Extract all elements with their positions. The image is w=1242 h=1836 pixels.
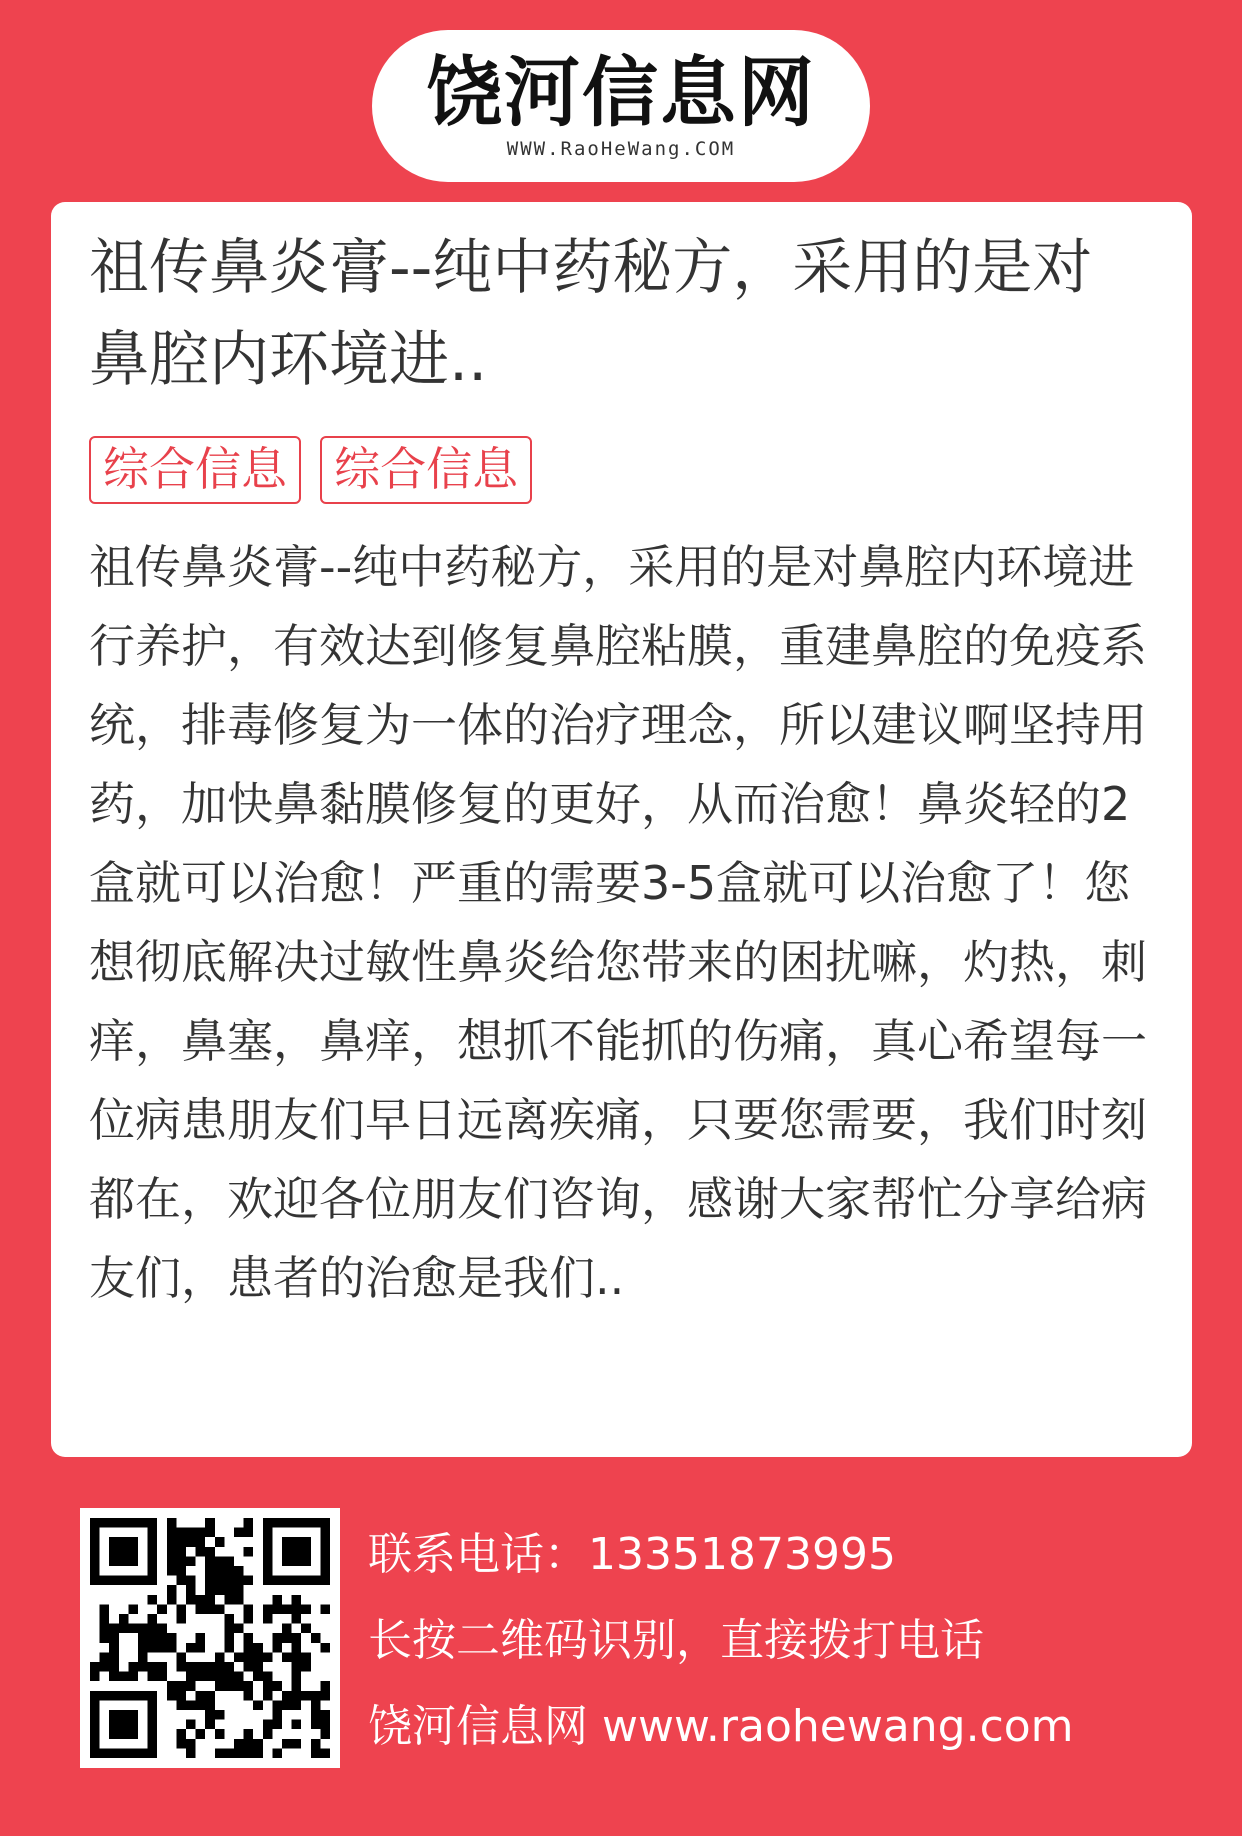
qr-code[interactable] (80, 1508, 340, 1768)
logo-title: 饶河信息网 (426, 48, 816, 137)
site-line[interactable]: 饶河信息网 www.raohewang.com (368, 1701, 1074, 1752)
article-body: 祖传鼻炎膏--纯中药秘方，采用的是对鼻腔内环境进行养护，有效达到修复鼻腔粘膜，重建鼻腔的免疫系统，排毒修复为一体的治疗理念，所以建议啊坚持用药，加快鼻黏膜修复的更好，从而治愈！鼻炎轻的2盒就可以治愈！严重的需要3-5盒就可以治愈了！您想彻底解决过敏性鼻炎给您带来的困扰嘛，灼热，刺痒，鼻塞，鼻痒，想抓不能抓的伤痛，真心希望每一位病患朋友们早日远离疾痛，只要您需要，我们时刻都在，欢迎各位朋友们咨询，感谢大家帮忙分享给病友们，患者的治愈是我们.. (89, 540, 1147, 1305)
qr-hint: 长按二维码识别，直接拨打电话 (368, 1615, 984, 1666)
tag-list (89, 436, 1152, 506)
category-tag[interactable]: 综合信息 (89, 436, 301, 504)
article-card (51, 202, 1192, 1457)
article-title: 祖传鼻炎膏--纯中药秘方，采用的是对鼻腔内环境进.. (89, 233, 1093, 395)
logo-url: WWW.RaoHeWang.COM (506, 138, 736, 160)
category-tag[interactable]: 综合信息 (320, 436, 532, 504)
contact-info (368, 1512, 1074, 1770)
site-logo[interactable] (372, 30, 870, 182)
phone-line[interactable]: 联系电话：13351873995 (368, 1529, 896, 1580)
qr-code-icon (90, 1518, 330, 1758)
